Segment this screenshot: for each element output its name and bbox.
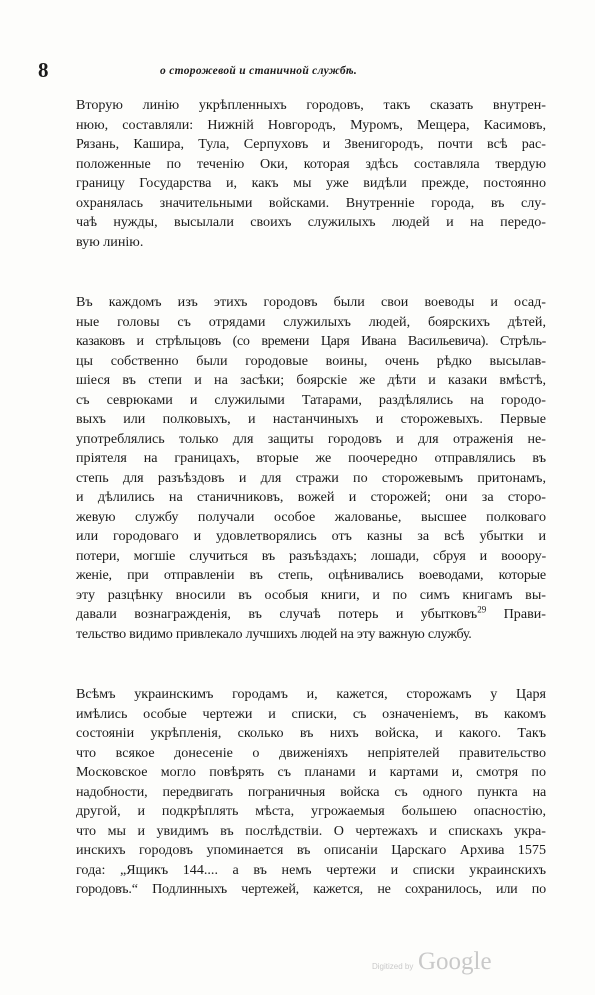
text-line: съ севрюками и служилыми Татарами, раздѣлялись на городо- bbox=[76, 391, 546, 408]
page-header bbox=[38, 58, 558, 82]
text-line: потери, могшіе случиться въ разъѣздахъ; лошади, сбруя и вооору- bbox=[76, 547, 546, 564]
text-line: Въ каждомъ изъ этихъ городовъ были свои воеводы и осад- bbox=[76, 294, 546, 310]
text-line: пріятеля на границахъ, вторые же поочередно отправлялись въ bbox=[76, 450, 546, 466]
footnote-ref[interactable]: 29 bbox=[477, 604, 487, 615]
watermark-caption: Digitized by bbox=[372, 962, 414, 971]
text-line: границу Государства и, какъ мы уже видѣли прежде, постоянно bbox=[76, 175, 546, 191]
text-line: Московское могло повѣрять съ планами и картами и, смотря по bbox=[76, 764, 546, 780]
text-line: состояніи укрѣпленія, сколько въ нихъ войска, и какого. Такъ bbox=[76, 725, 546, 741]
text-line: чаѣ нужды, высылали своихъ служилыхъ людей и на передо- bbox=[76, 214, 546, 230]
text-line: Вторую линію укрѣпленныхъ городовъ, такъ сказать внутрен- bbox=[76, 97, 546, 113]
paragraph-2 bbox=[76, 293, 546, 644]
text-line: ные головы съ отрядами служилыхъ людей, боярскихъ дѣтей, bbox=[76, 313, 546, 330]
text-line: тельство видимо привлекало лучшихъ людей на эту важную службу. bbox=[76, 625, 472, 642]
text-fragment: Прави- bbox=[503, 606, 546, 622]
text-line: или городоваго и удовлетворялись отъ казны за всѣ убытки и bbox=[76, 528, 546, 544]
text-line: положенные по теченію Оки, которая здѣсь составляла твердую bbox=[76, 155, 546, 172]
text-line: другой, и подкрѣплять мѣста, угрожаемыя большею опасностію, bbox=[76, 803, 546, 819]
text-line: казаковъ и стрѣльцовъ (со времени Царя Ивана Васильевича). Стрѣль- bbox=[76, 333, 546, 349]
running-head: о сторожевой и станичной службѣ. bbox=[160, 65, 358, 77]
text-line: городовъ.“ Подлинныхъ чертежей, кажется, не сохранилось, или по bbox=[76, 881, 546, 897]
text-line: женіе, при отправленіи въ степь, оцѣнивались воеводами, которые bbox=[76, 567, 546, 583]
page-number: 8 bbox=[38, 58, 49, 82]
google-logo: Google bbox=[418, 948, 492, 975]
digitized-watermark bbox=[372, 948, 572, 978]
text-line: Рязань, Кашира, Тула, Серпуховъ и Звенигородъ, почти всѣ рас- bbox=[76, 136, 546, 152]
text-line: года: „Ящикъ 144.... а въ немъ чертежи и списки украинскихъ bbox=[76, 861, 546, 878]
text-line: эту разцѣнку вносили въ особыя книги, и по симъ книгамъ вы- bbox=[76, 586, 546, 603]
text-line: степь для разъѣздовъ и для стражи по сторожевымъ притонамъ, bbox=[76, 469, 546, 486]
text-line: жевую службу получали особое жалованье, высшее полковаго bbox=[76, 508, 546, 525]
paragraph-3 bbox=[76, 685, 546, 900]
text-line: вую линію. bbox=[76, 233, 144, 250]
text-line: что всякое донесеніе о движеніяхъ непріятелей правительство bbox=[76, 744, 546, 761]
text-line: и дѣлились на станичниковъ, вожей и сторожей; они за сторо- bbox=[76, 489, 546, 505]
text-line: имѣлись особые чертежи и списки, съ означеніемъ, въ какомъ bbox=[76, 705, 546, 722]
text-line: надобности, передвигать пограничныя войска съ одного пункта на bbox=[76, 783, 546, 800]
text-line: что мы и увидимъ въ послѣдствіи. О чертежахъ и спискахъ укра- bbox=[76, 822, 546, 839]
text-line: нюю, составляли: Нижній Новгородъ, Муромъ, Мещера, Касимовъ, bbox=[76, 116, 546, 133]
paragraph-1 bbox=[76, 96, 546, 252]
text-line: инскихъ городовъ упоминается въ описаніи Царскаго Архива 1575 bbox=[76, 842, 546, 858]
text-line: цы собственно были городовые воины, очень рѣдко высылав- bbox=[76, 352, 546, 369]
text-line: шіеся въ степи и на засѣки; боярскіе же дѣти и казаки вмѣстѣ, bbox=[76, 372, 546, 388]
text-line: Всѣмъ украинскимъ городамъ и, кажется, сторожамъ у Царя bbox=[76, 686, 546, 702]
text-line: выхъ или полковыхъ, и настанчиныхъ и сторожевыхъ. Первые bbox=[76, 411, 546, 427]
text-fragment: давали вознагражденія, въ случаѣ потерь и убытковъ bbox=[76, 606, 478, 622]
text-line bbox=[76, 605, 546, 625]
body-text bbox=[76, 96, 546, 941]
text-line: охранялась значительными войсками. Внутренніе города, въ слу- bbox=[76, 194, 546, 211]
text-line: употреблялись только для защиты городовъ и для отраженія не- bbox=[76, 430, 546, 447]
